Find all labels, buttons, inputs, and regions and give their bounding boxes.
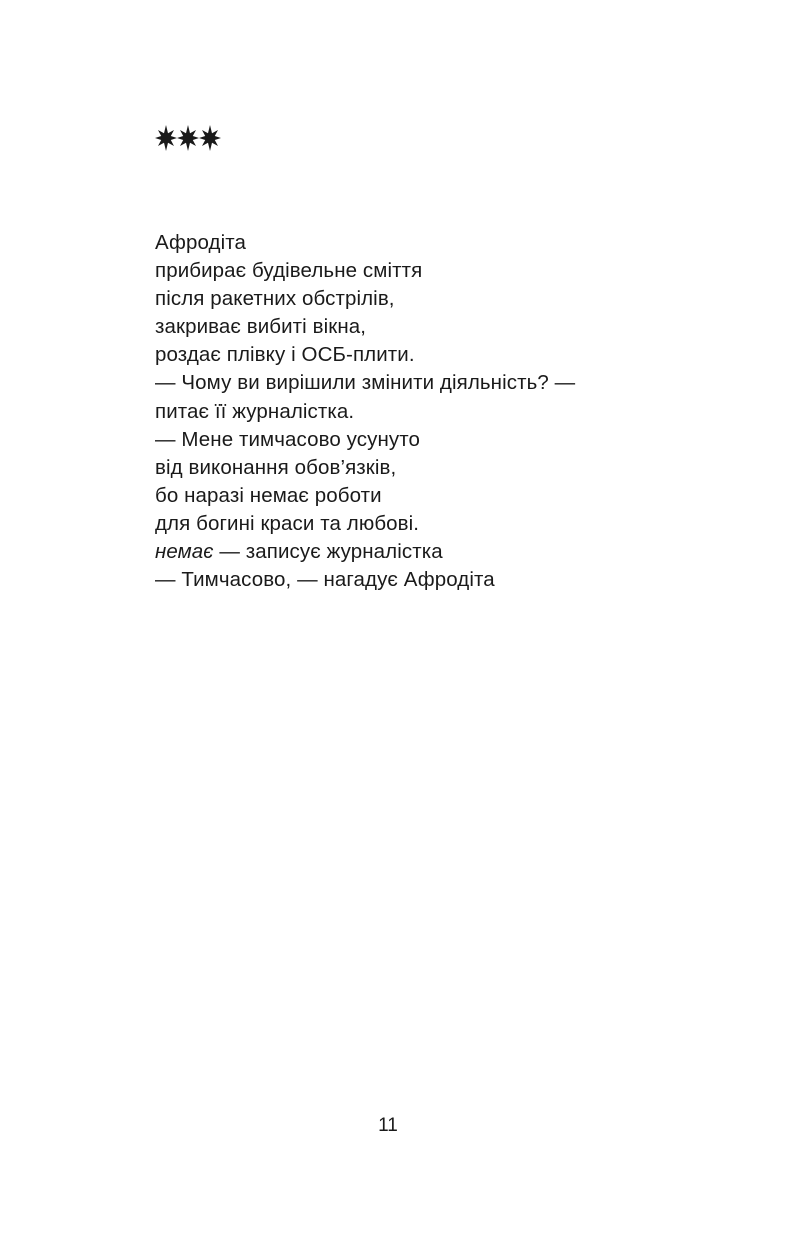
poem-line-rest: — записує журналістка (213, 540, 443, 564)
poem-line: прибирає будівельне сміття (155, 259, 423, 283)
section-ornament (155, 120, 221, 156)
page-number: 11 (378, 1115, 398, 1136)
poem-line: від виконання обов’язків, (155, 455, 397, 479)
poem-line: для богині краси та любові. (155, 511, 420, 535)
eight-point-star-icon (177, 124, 199, 152)
poem-line: — Мене тимчасово усунуто (155, 427, 421, 451)
italic-word: немає (155, 540, 214, 564)
poem-text (155, 229, 575, 594)
poem-line: роздає плівку і ОСБ-плити. (155, 343, 415, 367)
poem-line: бо наразі немає роботи (155, 483, 382, 507)
poem-line: — Чому ви вирішили змінити діяльність? — (155, 371, 576, 395)
eight-point-star-icon (199, 124, 221, 152)
poem-line: Афродіта (155, 231, 246, 254)
eight-point-star-icon (155, 124, 177, 152)
poem-line: питає її журналістка. (155, 399, 355, 423)
poem-line: закриває вибиті вікна, (155, 315, 367, 339)
poem-line (155, 538, 575, 566)
poem-line: після ракетних обстрілів, (155, 287, 395, 311)
poem-line: — Тимчасово, — нагадує Афродіта (155, 568, 495, 592)
